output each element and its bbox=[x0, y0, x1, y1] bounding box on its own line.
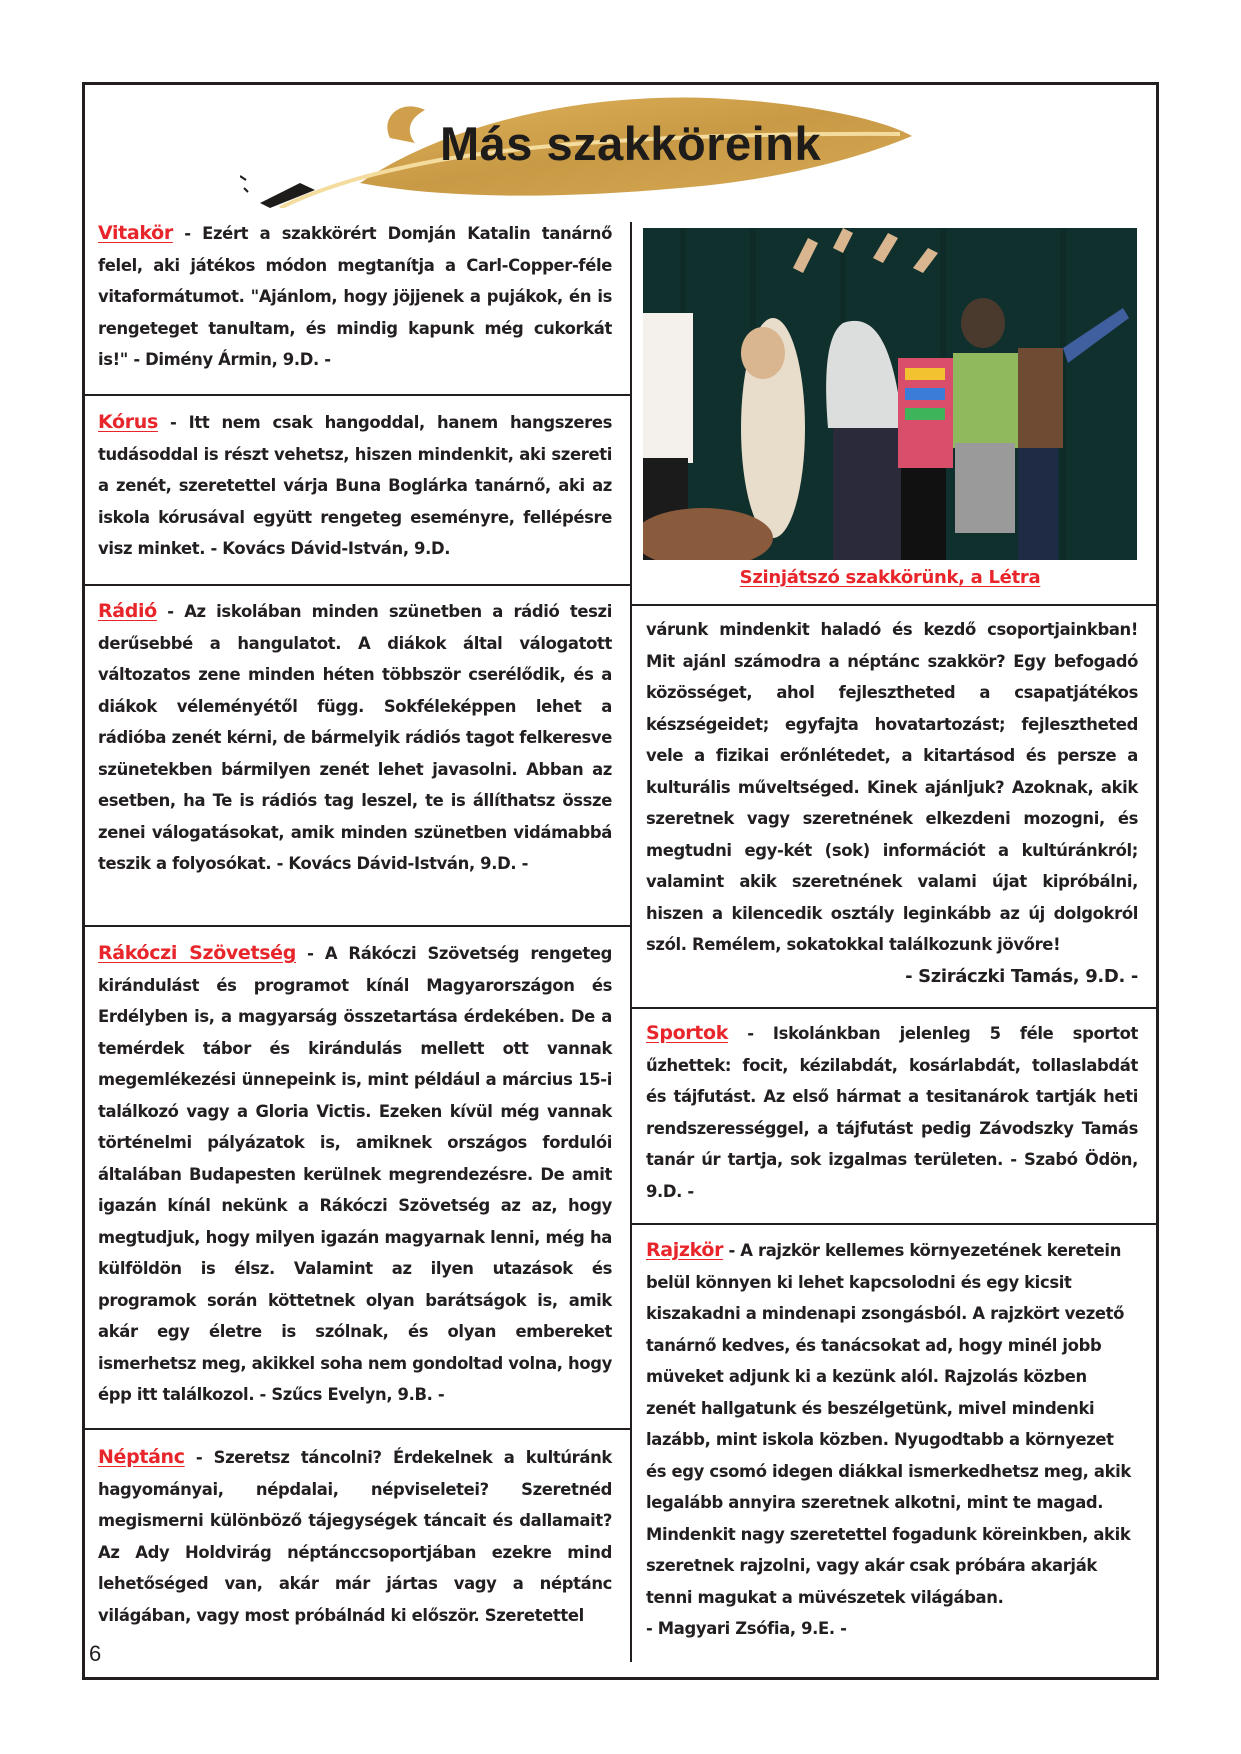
article-body: - Iskolánkban jelenleg 5 féle sportot űzhettek: focit, kézilabdát, kosárlabdát, tollaslabdát és tájfutást. Az első hármat a tesitanárok tartják heti rendszerességgel, a tájfutást pedig Závodszky Tamás tanár úr tartja, sok izgalmas területen. - Szabó Ödön, 9.D. - bbox=[646, 1024, 1138, 1201]
article-heading: Rádió bbox=[98, 600, 157, 622]
page-title: Más szakköreink bbox=[440, 117, 822, 170]
article-sportok bbox=[646, 1018, 1138, 1207]
article-body: - Szeretsz táncolni? Érdekelnek a kultúránk hagyományai, népdalai, népviseletei? Szeretnéd megismerni különböző tájegységek táncait és dallamait? Az Ady Holdvirág néptánccsoportjában ezekre mind lehetőséged van, akár már jártas vagy a néptánc világában, vagy most próbálnád ki először. Szeretettel bbox=[98, 1448, 612, 1625]
article-heading: Sportok bbox=[646, 1022, 729, 1044]
article-body: - Ezért a szakkörért Domján Katalin tanárnő felel, aki játékos módon megtanítja a Carl-Copper-féle vitaformátumot. "Ajánlom, hogy jöjjenek a pujákok, én is rengeteget tanultam, és mindig kapunk még cukorkát is!" - Dimény Ármin, 9.D. - bbox=[98, 224, 612, 369]
section-divider bbox=[82, 1428, 632, 1430]
photo-caption: Szinjátszó szakkörünk, a Létra bbox=[739, 567, 1041, 588]
article-body: - A rajzkör kellemes környezetének keretein belül könnyen ki lehet kapcsolodni és egy kicsit kiszakadni a mindenapi zsongásból. A rajzkört vezető tanárnő kedves, és tanácsokat ad, hogy minél jobb müveket adjunk ki a kezünk alól. Rajzolás közben zenét hallgatunk és beszélgetünk, mivel mindenki lazább, mint iskola közben. Nyugodtabb a környezet és egy csomó idegen diákkal ismerkedhetsz meg, akik legalább annyira szeretnek alkotni, mint te magad. Mindenkit nagy szeretettel fogadunk köreinkben, akik szeretnek rajzolni, vagy akár csak próbára akarják tenni magukat a müvészetek világában. bbox=[646, 1241, 1131, 1607]
title-banner bbox=[240, 88, 920, 208]
article-heading: Rajzkör bbox=[646, 1239, 724, 1261]
article-body: - A Rákóczi Szövetség rengeteg kirándulást és programot kínál Magyarországon és Erdélyben is, a magyarság összetartása érdekében. De a temérdek tábor és kirándulás mellett ott vannak megemlékezési ünnepeink is, mint például a március 15-i találkozó vagy a Gloria Victis. Ezeken kívül még vannak történelmi pályázatok is, amiknek országos fordulói általában Budapesten kerülnek megrendezésre. De amit igazán kínál nekünk a Rákóczi Szövetség az az, hogy megtudjuk, hogy milyen igazán magyarnak lenni, még ha külföldön is élsz. Valamint az ilyen utazások és programok során köttetnek olyan barátságok is, amik akár egy életre is szólnak, és olyan embereket ismerhetsz meg, akikkel soha nem gondoltad volna, hogy épp itt találkozol. - Szűcs Evelyn, 9.B. - bbox=[98, 944, 612, 1404]
section-divider bbox=[82, 584, 632, 586]
article-radio bbox=[98, 596, 612, 880]
article-korus bbox=[98, 407, 612, 565]
article-neptanc bbox=[98, 1442, 612, 1631]
article-heading: Vitakör bbox=[98, 222, 173, 244]
section-divider bbox=[630, 1223, 1159, 1225]
column-divider bbox=[630, 222, 632, 1662]
section-divider bbox=[630, 604, 1159, 606]
article-body: - Itt nem csak hangoddal, hanem hangszeres tudásoddal is részt vehetsz, hiszen mindenkit, aki szereti a zenét, szeretettel várja Buna Boglárka tanárnő, aki az iskola kórusával együtt rengeteg eseményre, fellépésre visz minket. - Kovács Dávid-István, 9.D. bbox=[98, 413, 612, 558]
article-body: várunk mindenkit haladó és kezdő csoportjainkban! Mit ajánl számodra a néptánc szakkör? Egy befogadó közösséget, ahol fejlesztheted a csapatjátékos készségeidet; egyfajta hovatartozást; fejlesztheted vele a fizikai erőnlétedet, a kitartásod és persze a kulturális műveltséged. Kinek ajánljuk? Azoknak, akik szeretnek vagy szeretnének elkezdeni mozogni, és megtudni egy-két (sok) információt a kultúránkról; valamint akik szeretnének valami újat kipróbálni, hiszen a kilencedik osztály leginkább az új dolgokról szól. Remélem, sokatokkal találkozunk jövőre! bbox=[646, 620, 1138, 954]
article-body: - Az iskolában minden szünetben a rádió teszi derűsebbé a hangulatot. A diákok által válogatott változatos zene minden héten többször cserélődik, és a diákok véleményétől függ. Sokféleképpen lehet a rádióba zenét kérni, de bármelyik rádiós tagot felkeresve szünetekben bármilyen zenét lehet javasolni. Abban az esetben, ha Te is rádiós tag leszel, te is állíthatsz össze zenei válogatásokat, amik minden szünetben vidámabbá teszik a folyosókat. - Kovács Dávid-István, 9.D. - bbox=[98, 602, 612, 873]
article-rakoczi bbox=[98, 938, 612, 1411]
article-neptanc-continued bbox=[646, 614, 1138, 992]
article-rajzkor bbox=[646, 1235, 1138, 1645]
stage-performers-image bbox=[643, 228, 1137, 560]
theatre-photo bbox=[643, 228, 1137, 560]
article-heading: Rákóczi Szövetség bbox=[98, 942, 296, 964]
article-heading: Kórus bbox=[98, 411, 158, 433]
article-signature: - Magyari Zsófia, 9.E. - bbox=[646, 1619, 847, 1638]
article-heading: Néptánc bbox=[98, 1446, 185, 1468]
section-divider bbox=[82, 394, 632, 396]
article-signature: - Sziráczki Tamás, 9.D. - bbox=[905, 965, 1138, 987]
section-divider bbox=[630, 1007, 1159, 1009]
page-number: 6 bbox=[89, 1641, 102, 1666]
article-vitakor bbox=[98, 218, 612, 376]
section-divider bbox=[82, 925, 632, 927]
